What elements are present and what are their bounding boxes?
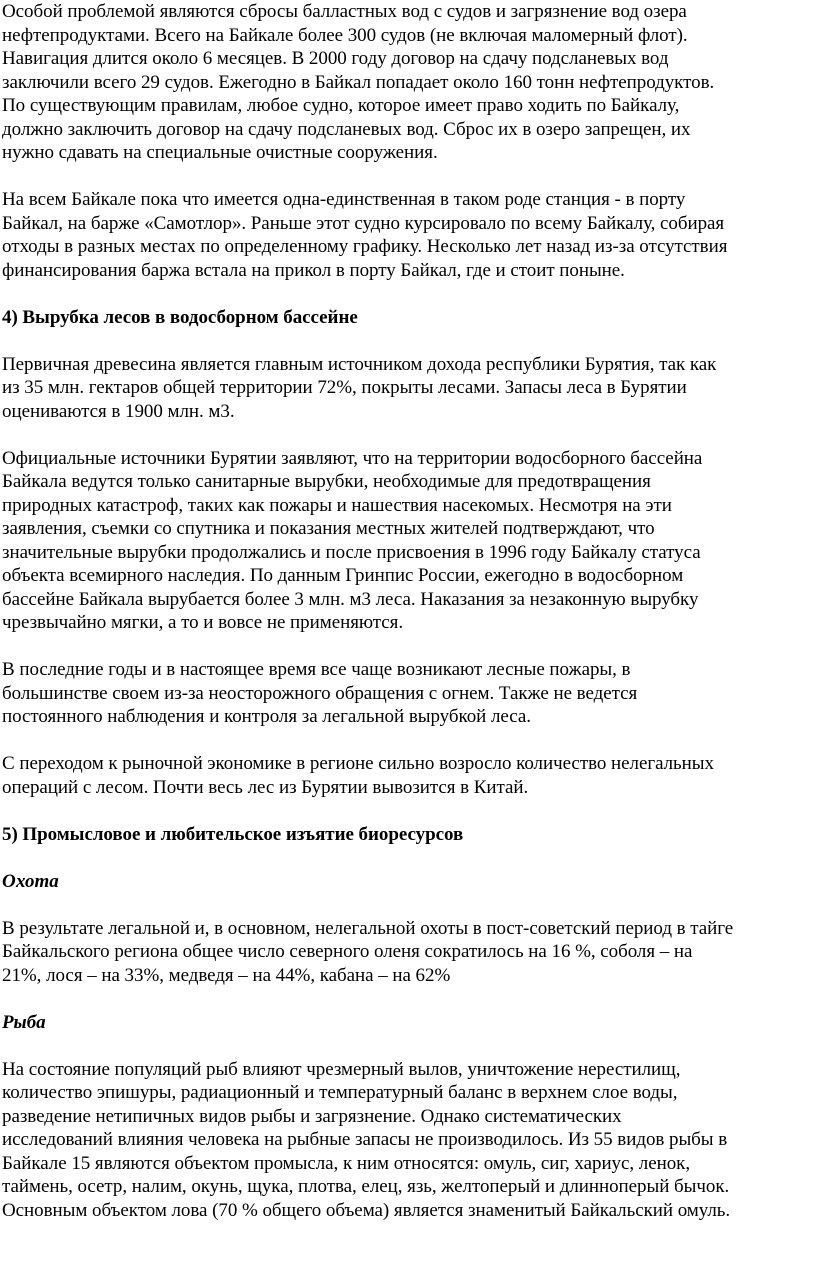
section-heading-bioresources: 5) Промысловое и любительское изъятие биоресурсов [2, 823, 464, 845]
text-line: 21%, лося – на 33%, медведя – на 44%, кабана – на 62% [2, 964, 451, 986]
text-line: значительные вырубки продолжались и после присвоения в 1996 году Байкалу статуса [2, 541, 701, 563]
text-line: Официальные источники Бурятии заявляют, что на территории водосборного бассейна [2, 447, 703, 469]
text-line: должно заключить договор на сдачу подсланевых вод. Сброс их в озеро запрещен, их [2, 118, 691, 140]
text-line: разведение нетипичных видов рыбы и загрязнение. Однако систематических [2, 1105, 622, 1127]
text-line: заключили всего 29 судов. Ежегодно в Байкал попадает около 160 тонн нефтепродуктов. [2, 71, 715, 93]
text-line: таймень, осетр, налим, окунь, щука, плотва, елец, язь, желтоперый и длиннoперый бычок. [2, 1176, 730, 1197]
text-line: постоянного наблюдения и контроля за легальной вырубкой леса. [2, 706, 531, 727]
text-line: нужно сдавать на специальные очистные сооружения. [2, 142, 438, 163]
paragraph-timber-income [2, 353, 812, 424]
text-line: С переходом к рыночной экономике в регионе сильно возросло количество нелегальных [2, 753, 714, 774]
text-line: На всем Байкале пока что имеется одна-единственная в таком роде станция - в порту [2, 189, 686, 210]
text-line: объекта всемирного наследия. По данным Гринпис России, ежегодно в водосборном [2, 565, 684, 586]
text-line: На состояние популяций рыб влияют чрезмерный вылов, уничтожение нерестилищ, [2, 1058, 681, 1080]
subheading-hunting: Охота [2, 870, 59, 892]
text-line: количество эпишуры, радиационный и температурный баланс в верхнем слое воды, [2, 1082, 678, 1103]
text-line: из 35 млн. гектаров общей территории 72%, покрыты лесами. Запасы леса в Бурятии [2, 377, 687, 398]
text-line: отходы в разных местах по определенному графику. Несколько лет назад из-за отсутствия [2, 236, 728, 257]
text-line: По существующим правилам, любое судно, которое имеет право ходить по Байкалу, [2, 95, 680, 116]
paragraph-official-sources [2, 447, 812, 635]
paragraph-fish [2, 1058, 812, 1223]
text-line: нефтепродуктами. Всего на Байкале более 300 судов (не включая маломерный флот). [2, 24, 688, 46]
paragraph-hunting [2, 917, 812, 988]
text-line: Первичная древесина является главным источником дохода республики Бурятия, так как [2, 353, 717, 375]
section-heading-deforestation: 4) Вырубка лесов в водосборном бассейне [2, 306, 358, 328]
paragraph-market-economy [2, 752, 812, 799]
paragraph-samotlor-station [2, 188, 812, 282]
paragraph-ballast-water [2, 0, 812, 165]
text-line: Байкала ведутся только санитарные вырубки, необходимые для предотвращения [2, 471, 651, 492]
text-line: Байкал, на барже «Самотлор». Раньше этот судно курсировало по всему Байкалу, собирая [2, 212, 725, 234]
text-line: финансирования баржа встала на прикол в порту Байкал, где и стоит поныне. [2, 259, 625, 281]
subheading-fish: Рыба [2, 1011, 46, 1033]
text-line: Байкале 15 являются объектом промысла, к ним относятся: омуль, сиг, хариус, ленок, [2, 1152, 691, 1174]
paragraph-forest-fires [2, 658, 812, 729]
text-line: бассейне Байкала вырубается более 3 млн. м3 леса. Наказания за незаконную вырубку [2, 588, 699, 610]
text-line: большинстве своем из-за неосторожного обращения с огнем. Также не ведется [2, 682, 638, 704]
text-line: природных катастроф, таких как пожары и нашествия насекомых. Несмотря на эти [2, 494, 672, 516]
text-line: В результате легальной и, в основном, нелегальной охоты в пост-советский период в тайге [2, 917, 734, 939]
text-line: Байкальского региона общее число северного оленя сократилось на 16 %, соболя – на [2, 941, 693, 962]
text-line: чрезвычайно мягки, а то и вовсе не применяются. [2, 612, 404, 633]
text-line: заявления, съемки со спутника и показания местных жителей подтверждают, что [2, 518, 655, 539]
text-line: исследований влияния человека на рыбные запасы не производилось. Из 55 видов рыбы в [2, 1129, 728, 1150]
text-line: оцениваются в 1900 млн. м3. [2, 400, 235, 422]
text-line: Основным объектом лова (70 % общего объема) является знаменитый Байкальский омуль. [2, 1199, 731, 1221]
text-line: операций с лесом. Почти весь лес из Бурятии вывозится в Китай. [2, 776, 529, 798]
text-line: В последние годы и в настоящее время все чаще возникают лесные пожары, в [2, 659, 631, 680]
text-line: Особой проблемой являются сбросы балластных вод с судов и загрязнение вод озера [2, 1, 687, 22]
text-line: Навигация длится около 6 месяцев. В 2000 году договор на сдачу подсланевых вод [2, 48, 669, 69]
